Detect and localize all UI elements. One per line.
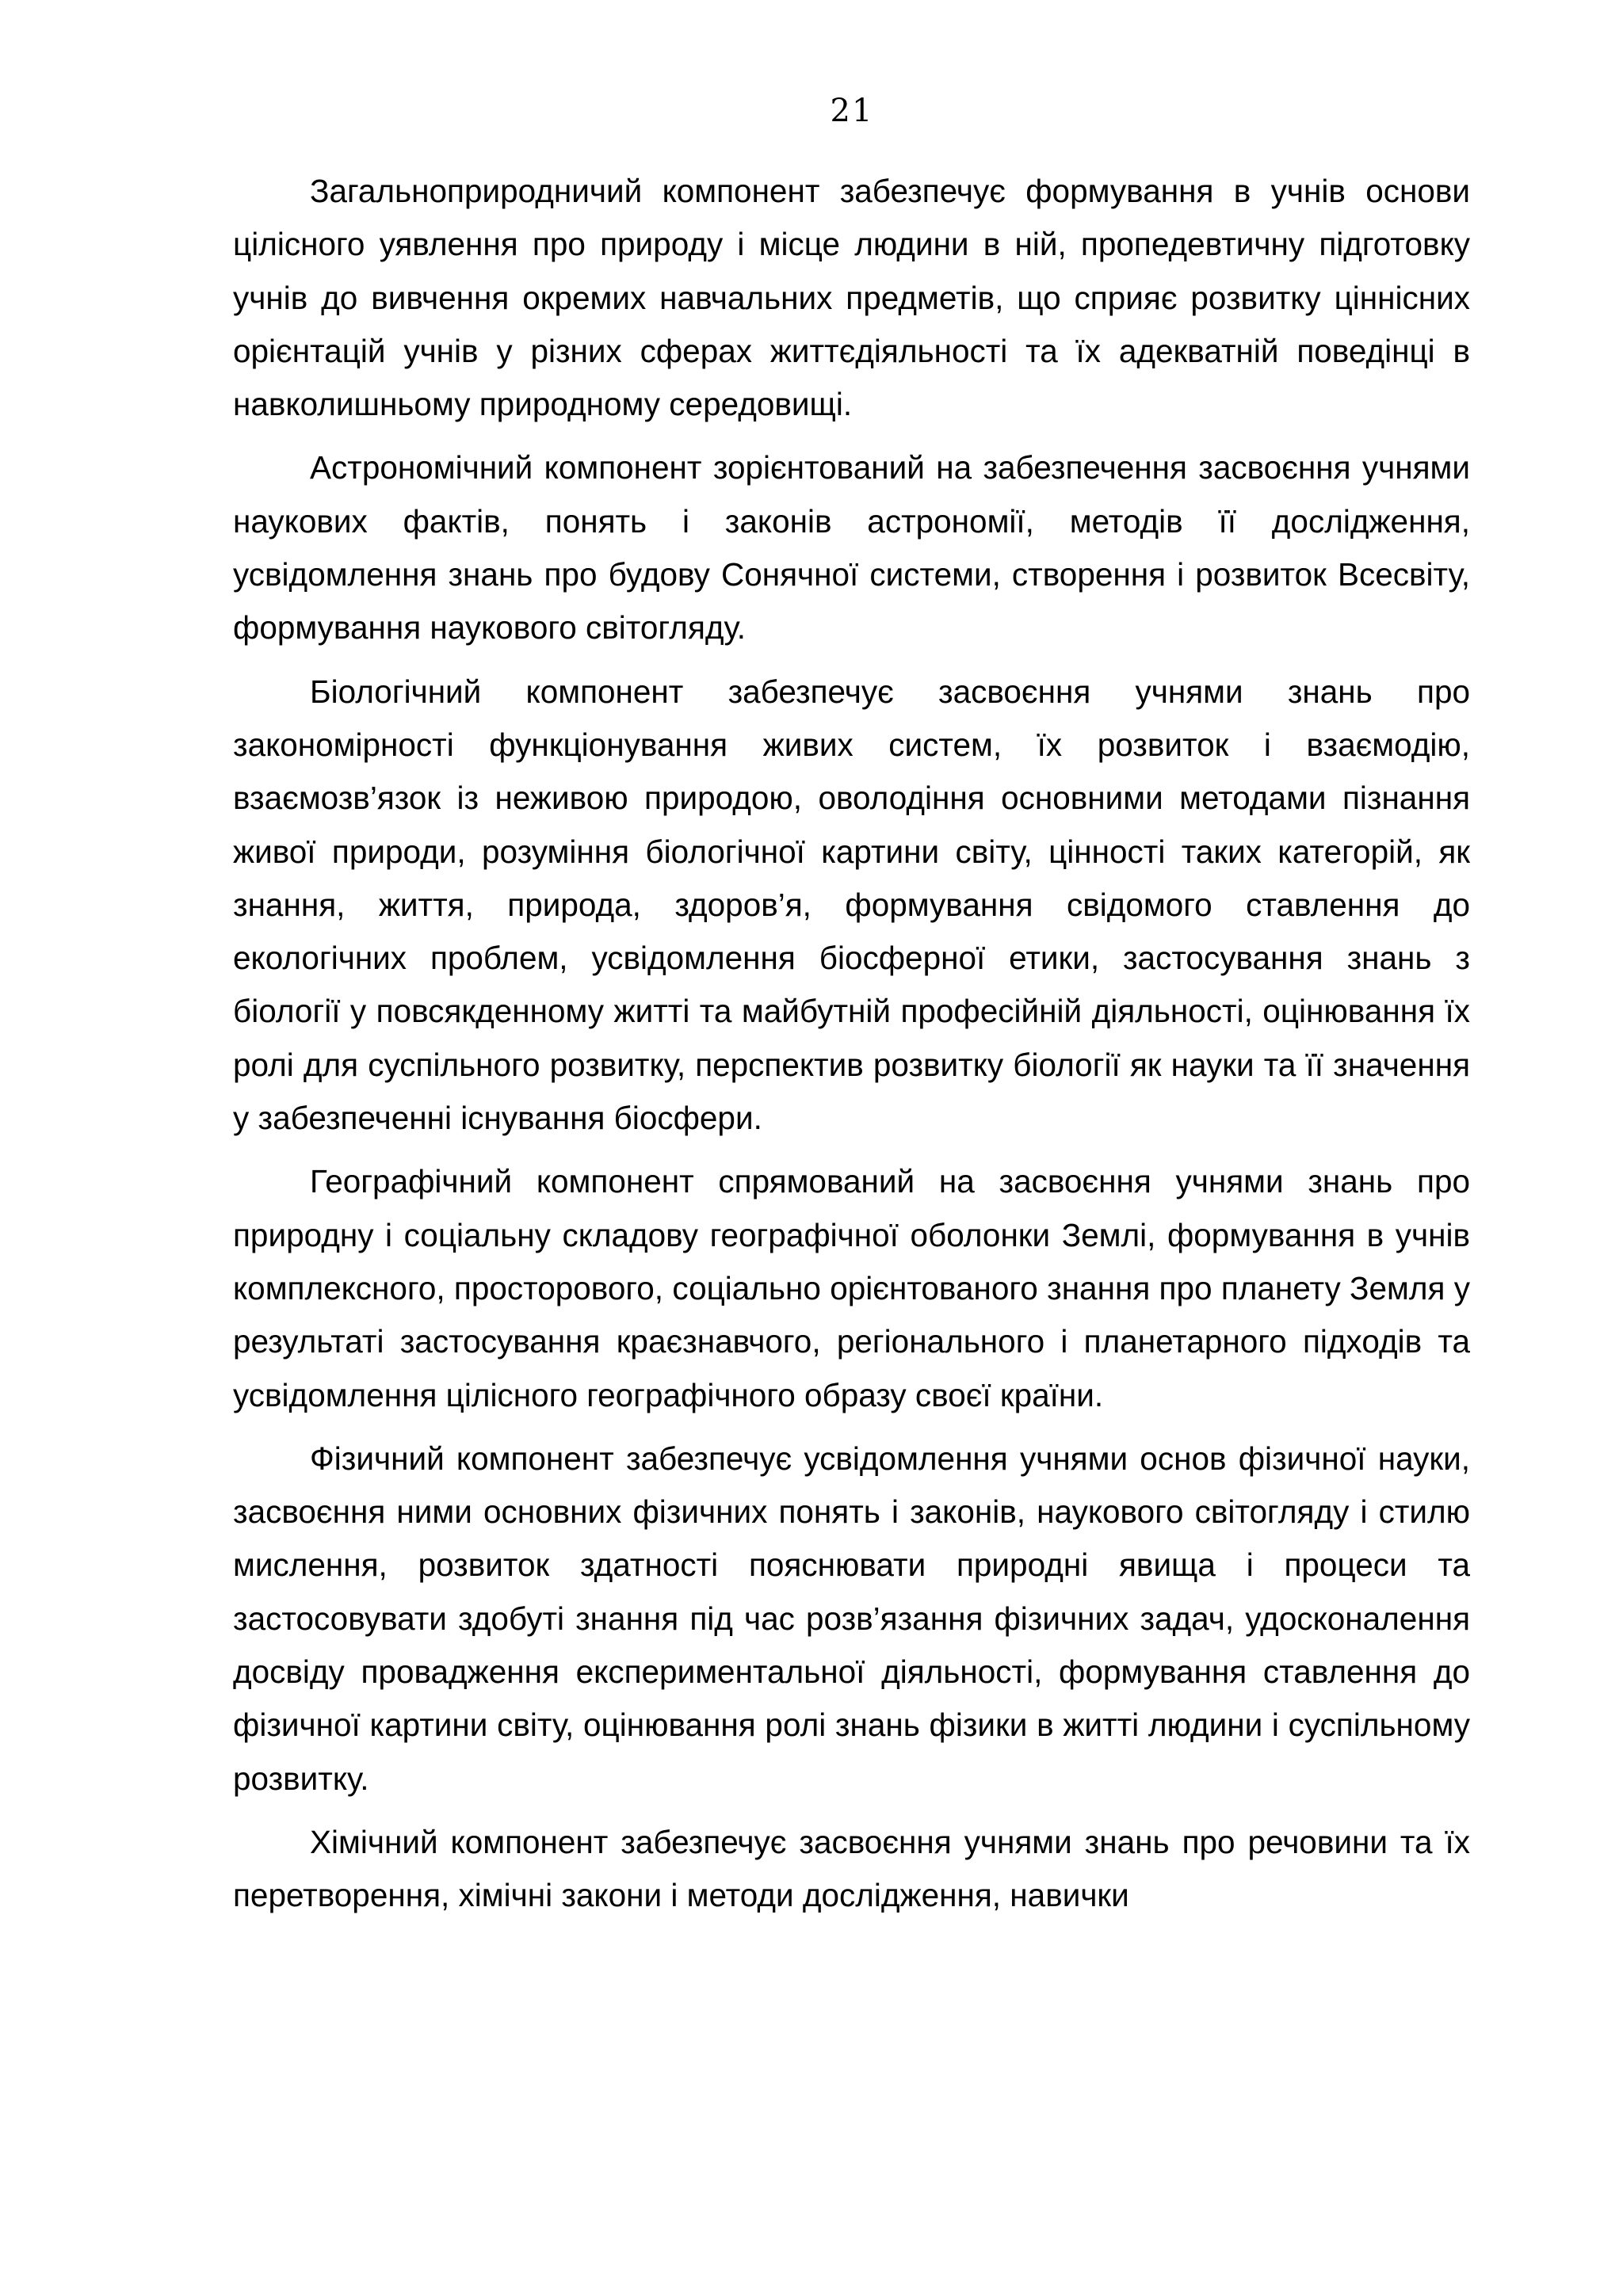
paragraph-biology-component: Біологічний компонент забезпечує засвоєння учнями знань про закономірності функціонування живих систем, їх розвиток і взаємодію, взаємозв’язок із неживою природою, оволодіння основними методами пізнання живої природи, розуміння біологічної картини світу, цінності таких категорій, як знання, життя, природа, здоров’я, формування свідомого ставлення до екологічних проблем, усвідомлення біосферної етики, застосування знань з біології у повсякденному житті та майбутній професійній діяльності, оцінювання їх ролі для суспільного розвитку, перспектив розвитку біології як науки та її значення у забезпеченні існування біосфери. [233, 673, 1470, 1137]
paragraph-geography-component: Географічний компонент спрямований на засвоєння учнями знань про природну і соціальну складову географічної оболонки Землі, формування в учнів комплексного, просторового, соціально орієнтованого знання про планету Земля у результаті застосування краєзнавчого, регіонального і планетарного підходів та усвідомлення цілісного географічного образу своєї країни. [233, 1163, 1470, 1413]
paragraph-chemistry-component: Хімічний компонент забезпечує засвоєння учнями знань про речовини та їх перетворення, хімічні закони і методи дослідження, навички [233, 1823, 1470, 1914]
paragraph-general-science-component: Загальноприродничий компонент забезпечує формування в учнів основи цілісного уявлення про природу і місце людини в ній, пропедевтичну підготовку учнів до вивчення окремих навчальних предметів, що сприяє розвитку ціннісних орієнтацій учнів у різних сферах життєдіяльності та їх адекватній поведінці в навколишньому природному середовищі. [233, 173, 1470, 423]
document-body [233, 165, 1470, 1933]
page-number: 21 [830, 93, 874, 129]
paragraph-physics-component: Фізичний компонент забезпечує усвідомлення учнями основ фізичної науки, засвоєння ними основних фізичних понять і законів, наукового світогляду і стилю мислення, розвиток здатності пояснювати природні явища і процеси та застосовувати здобуті знання під час розв’язання фізичних задач, удосконалення досвіду провадження експериментальної діяльності, формування ставлення до фізичної картини світу, оцінювання ролі знань фізики в житті людини і суспільному розвитку. [233, 1440, 1470, 1797]
paragraph-astronomy-component: Астрономічний компонент зорієнтований на забезпечення засвоєння учнями наукових фактів, понять і законів астрономії, методів її дослідження, усвідомлення знань про будову Сонячної системи, створення і розвиток Всесвіту, формування наукового світогляду. [233, 449, 1470, 646]
